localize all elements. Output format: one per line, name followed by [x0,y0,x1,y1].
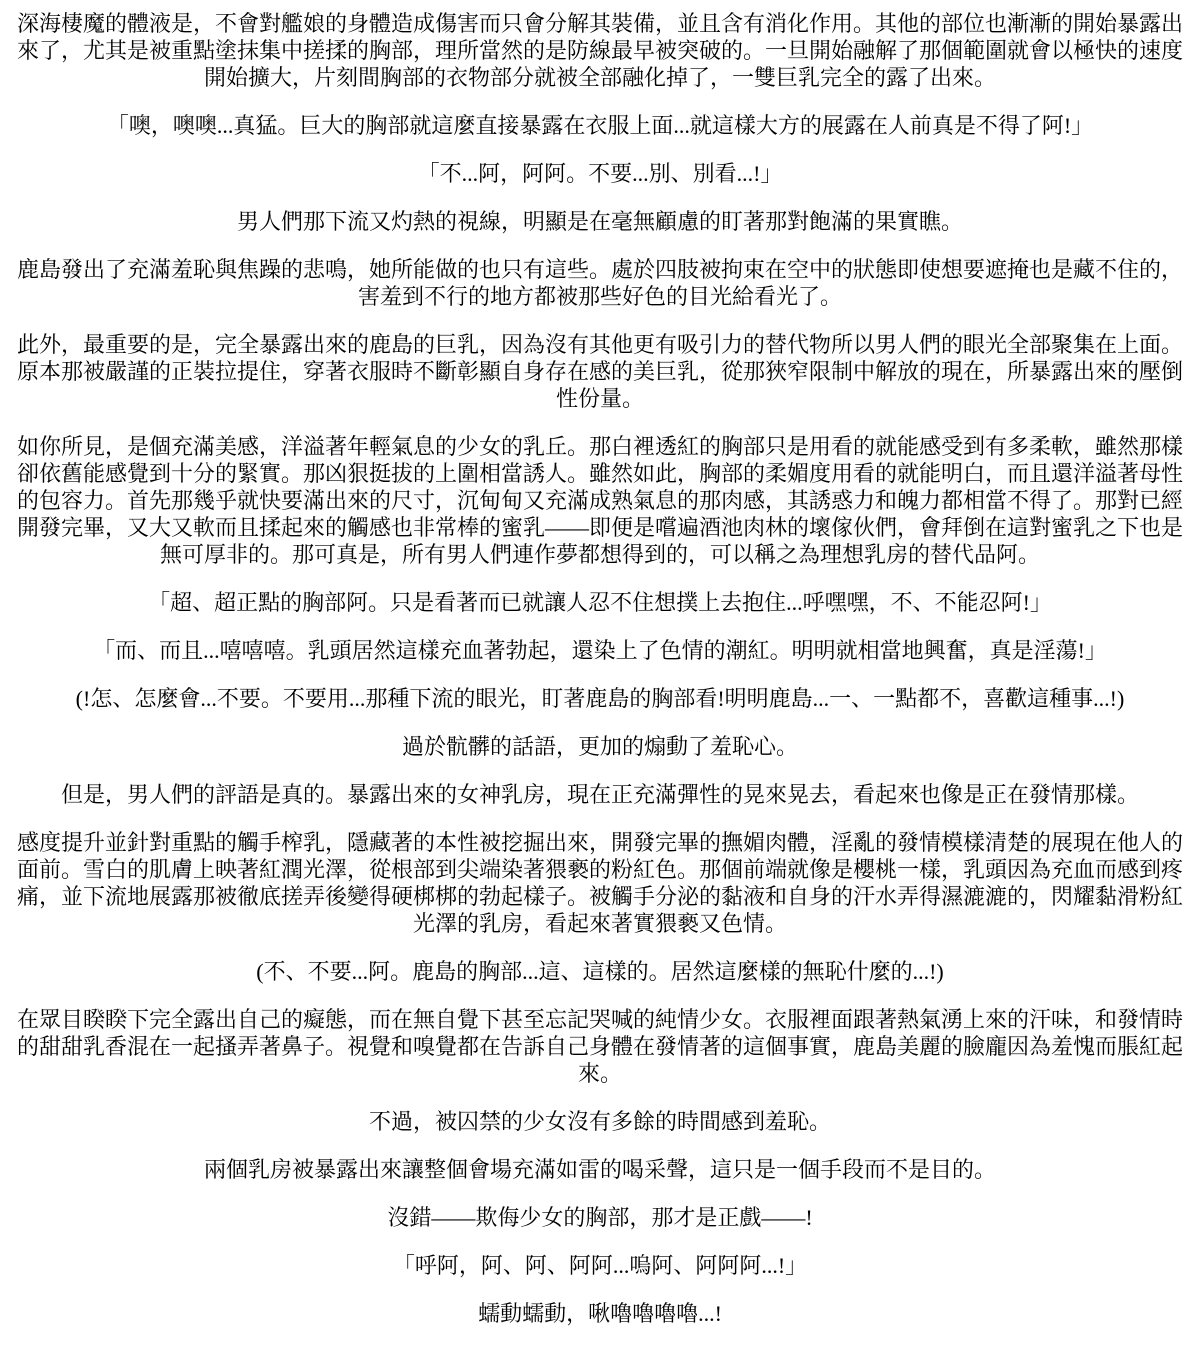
inner-thought-1: (!怎、怎麼會...不要。不要用...那種下流的眼光，盯著鹿島的胸部看!明明鹿島...一、一點都不，喜歡這種事...!) [75,686,1125,711]
dialogue-line-3: 「超、超正點的胸部阿。只是看著而已就讓人忍不住想撲上去抱住...呼嘿嘿，不、不能忍阿!」 [148,590,1052,615]
dialogue-line-2: 「不...阿，阿阿。不要...別、別看...!」 [417,161,783,186]
paragraph-narration-3: 鹿島發出了充滿羞恥與焦躁的悲鳴，她所能做的也只有這些。處於四肢被拘束在空中的狀態即使想要遮掩也是藏不住的，害羞到不行的地方都被那些好色的目光給看光了。 [16,257,1183,309]
dialogue-line-4: 「而、而且...嘻嘻嘻。乳頭居然這樣充血著勃起，還染上了色情的潮紅。明明就相當地興奮，真是淫蕩!」 [93,638,1107,663]
paragraph-narration-4: 此外，最重要的是，完全暴露出來的鹿島的巨乳，因為沒有其他更有吸引力的替代物所以男人們的眼光全部聚集在上面。原本那被嚴謹的正裝拉提住，穿著衣服時不斷彰顯自身存在感的美巨乳，從那狹窄限制中解放的現在，所暴露出來的壓倒性份量。 [16,332,1183,411]
inner-thought-2: (不、不要...阿。鹿島的胸部...這、這樣的。居然這麼樣的無恥什麼的...!) [256,959,944,984]
dialogue-line-1: 「噢，噢噢...真猛。巨大的胸部就這麼直接暴露在衣服上面...就這樣大方的展露在人前真是不得了阿!」 [106,113,1094,138]
paragraph-narration-12: 沒錯——欺侮少女的胸部，那才是正戲——! [387,1205,813,1230]
paragraph-sfx: 蠕動蠕動，啾嚕嚕嚕嚕...! [478,1301,722,1326]
paragraph-narration-1: 深海棲魔的體液是，不會對艦娘的身體造成傷害而只會分解其裝備，並且含有消化作用。其他的部位也漸漸的開始暴露出來了，尤其是被重點塗抹集中搓揉的胸部，理所當然的是防線最早被突破的。一旦開始融解了那個範圍就會以極快的速度開始擴大，片刻間胸部的衣物部分就被全部融化掉了，一雙巨乳完全的露了出來。 [16,11,1183,90]
paragraph-narration-2: 男人們那下流又灼熱的視線，明顯是在毫無顧慮的盯著那對飽滿的果實瞧。 [236,209,963,234]
dialogue-line-5: 「呼阿，阿、阿、阿阿...嗚阿、阿阿阿...!」 [392,1253,808,1278]
paragraph-narration-11: 兩個乳房被暴露出來讓整個會場充滿如雷的喝采聲，這只是一個手段而不是目的。 [203,1157,996,1182]
paragraph-narration-7: 但是，男人們的評語是真的。暴露出來的女神乳房，現在正充滿彈性的晃來晃去，看起來也像是正在發情那樣。 [60,782,1139,807]
paragraph-narration-9: 在眾目睽睽下完全露出自己的癡態，而在無自覺下甚至忘記哭喊的純情少女。衣服裡面跟著熱氣湧上來的汗味，和發情時的甜甜乳香混在一起搔弄著鼻子。視覺和嗅覺都在告訴自己身體在發情著的這個事實，鹿島美麗的臉龐因為羞愧而脹紅起來。 [16,1007,1183,1086]
paragraph-narration-8: 感度提升並針對重點的觸手榨乳，隱藏著的本性被挖掘出來，開發完畢的撫媚肉體，淫亂的發情模樣清楚的展現在他人的面前。雪白的肌膚上映著紅潤光澤，從根部到尖端染著猥褻的粉紅色。那個前端就像是櫻桃一樣，乳頭因為充血而感到疼痛，並下流地展露那被徹底搓弄後變得硬梆梆的勃起樣子。被觸手分泌的黏液和自身的汗水弄得濕漉漉的，閃耀黏滑粉紅光澤的乳房，看起來著實猥褻又色情。 [16,830,1183,936]
paragraph-narration-6: 過於骯髒的話語，更加的煽動了羞恥心。 [401,734,798,759]
paragraph-narration-5: 如你所見，是個充滿美感，洋溢著年輕氣息的少女的乳丘。那白裡透紅的胸部只是用看的就能感受到有多柔軟，雖然那樣卻依舊能感覺到十分的緊實。那凶狠挺拔的上圍相當誘人。雖然如此，胸部的柔媚度用看的就能明白，而且還洋溢著母性的包容力。首先那幾乎就快要滿出來的尺寸，沉甸甸又充滿成熟氣息的那肉感，其誘惑力和魄力都相當不得了。那對已經開發完畢，又大又軟而且揉起來的觸感也非常棒的蜜乳——即便是嚐遍酒池肉林的壞傢伙們，會拜倒在這對蜜乳之下也是無可厚非的。那可真是，所有男人們連作夢都想得到的，可以稱之為理想乳房的替代品阿。 [16,434,1183,567]
paragraph-narration-10: 不過，被囚禁的少女沒有多餘的時間感到羞恥。 [368,1109,831,1134]
